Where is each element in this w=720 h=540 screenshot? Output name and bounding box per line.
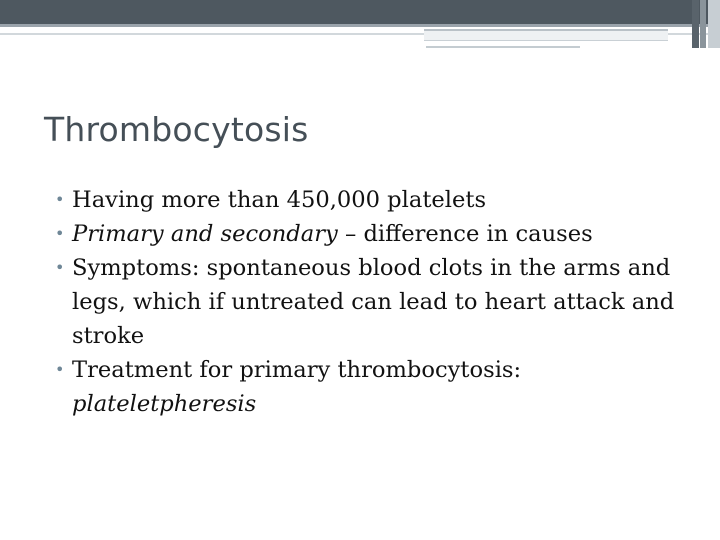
bullet-item: [56, 251, 696, 353]
header-band: [0, 0, 720, 24]
bullet-item: [56, 353, 696, 421]
corner-stripe-light: [708, 0, 720, 48]
bullet-list: [56, 183, 696, 421]
bullet-icon: •: [55, 360, 65, 379]
header-accent-line: [426, 46, 580, 48]
header-accent-box: [424, 29, 668, 41]
bullet-text-italic: plateletpheresis: [72, 391, 257, 417]
corner-stripe-mid: [700, 0, 706, 48]
bullet-text: Symptoms: spontaneous blood clots in the arms and legs, which if untreated can lead to heart attack and stroke: [72, 255, 675, 349]
bullet-icon: •: [55, 258, 65, 277]
bullet-item: [56, 183, 696, 217]
bullet-icon: •: [55, 224, 65, 243]
bullet-text: – difference in causes: [337, 221, 593, 247]
bullet-text: Treatment for primary thrombocytosis:: [72, 357, 522, 383]
bullet-icon: •: [55, 190, 65, 209]
bullet-text: Having more than 450,000 platelets: [72, 187, 487, 213]
bullet-item: [56, 217, 696, 251]
header-rule: [0, 24, 720, 27]
slide-title: Thrombocytosis: [44, 110, 309, 149]
bullet-text-italic: Primary and secondary: [72, 221, 338, 247]
corner-stripe-dark: [692, 0, 699, 48]
